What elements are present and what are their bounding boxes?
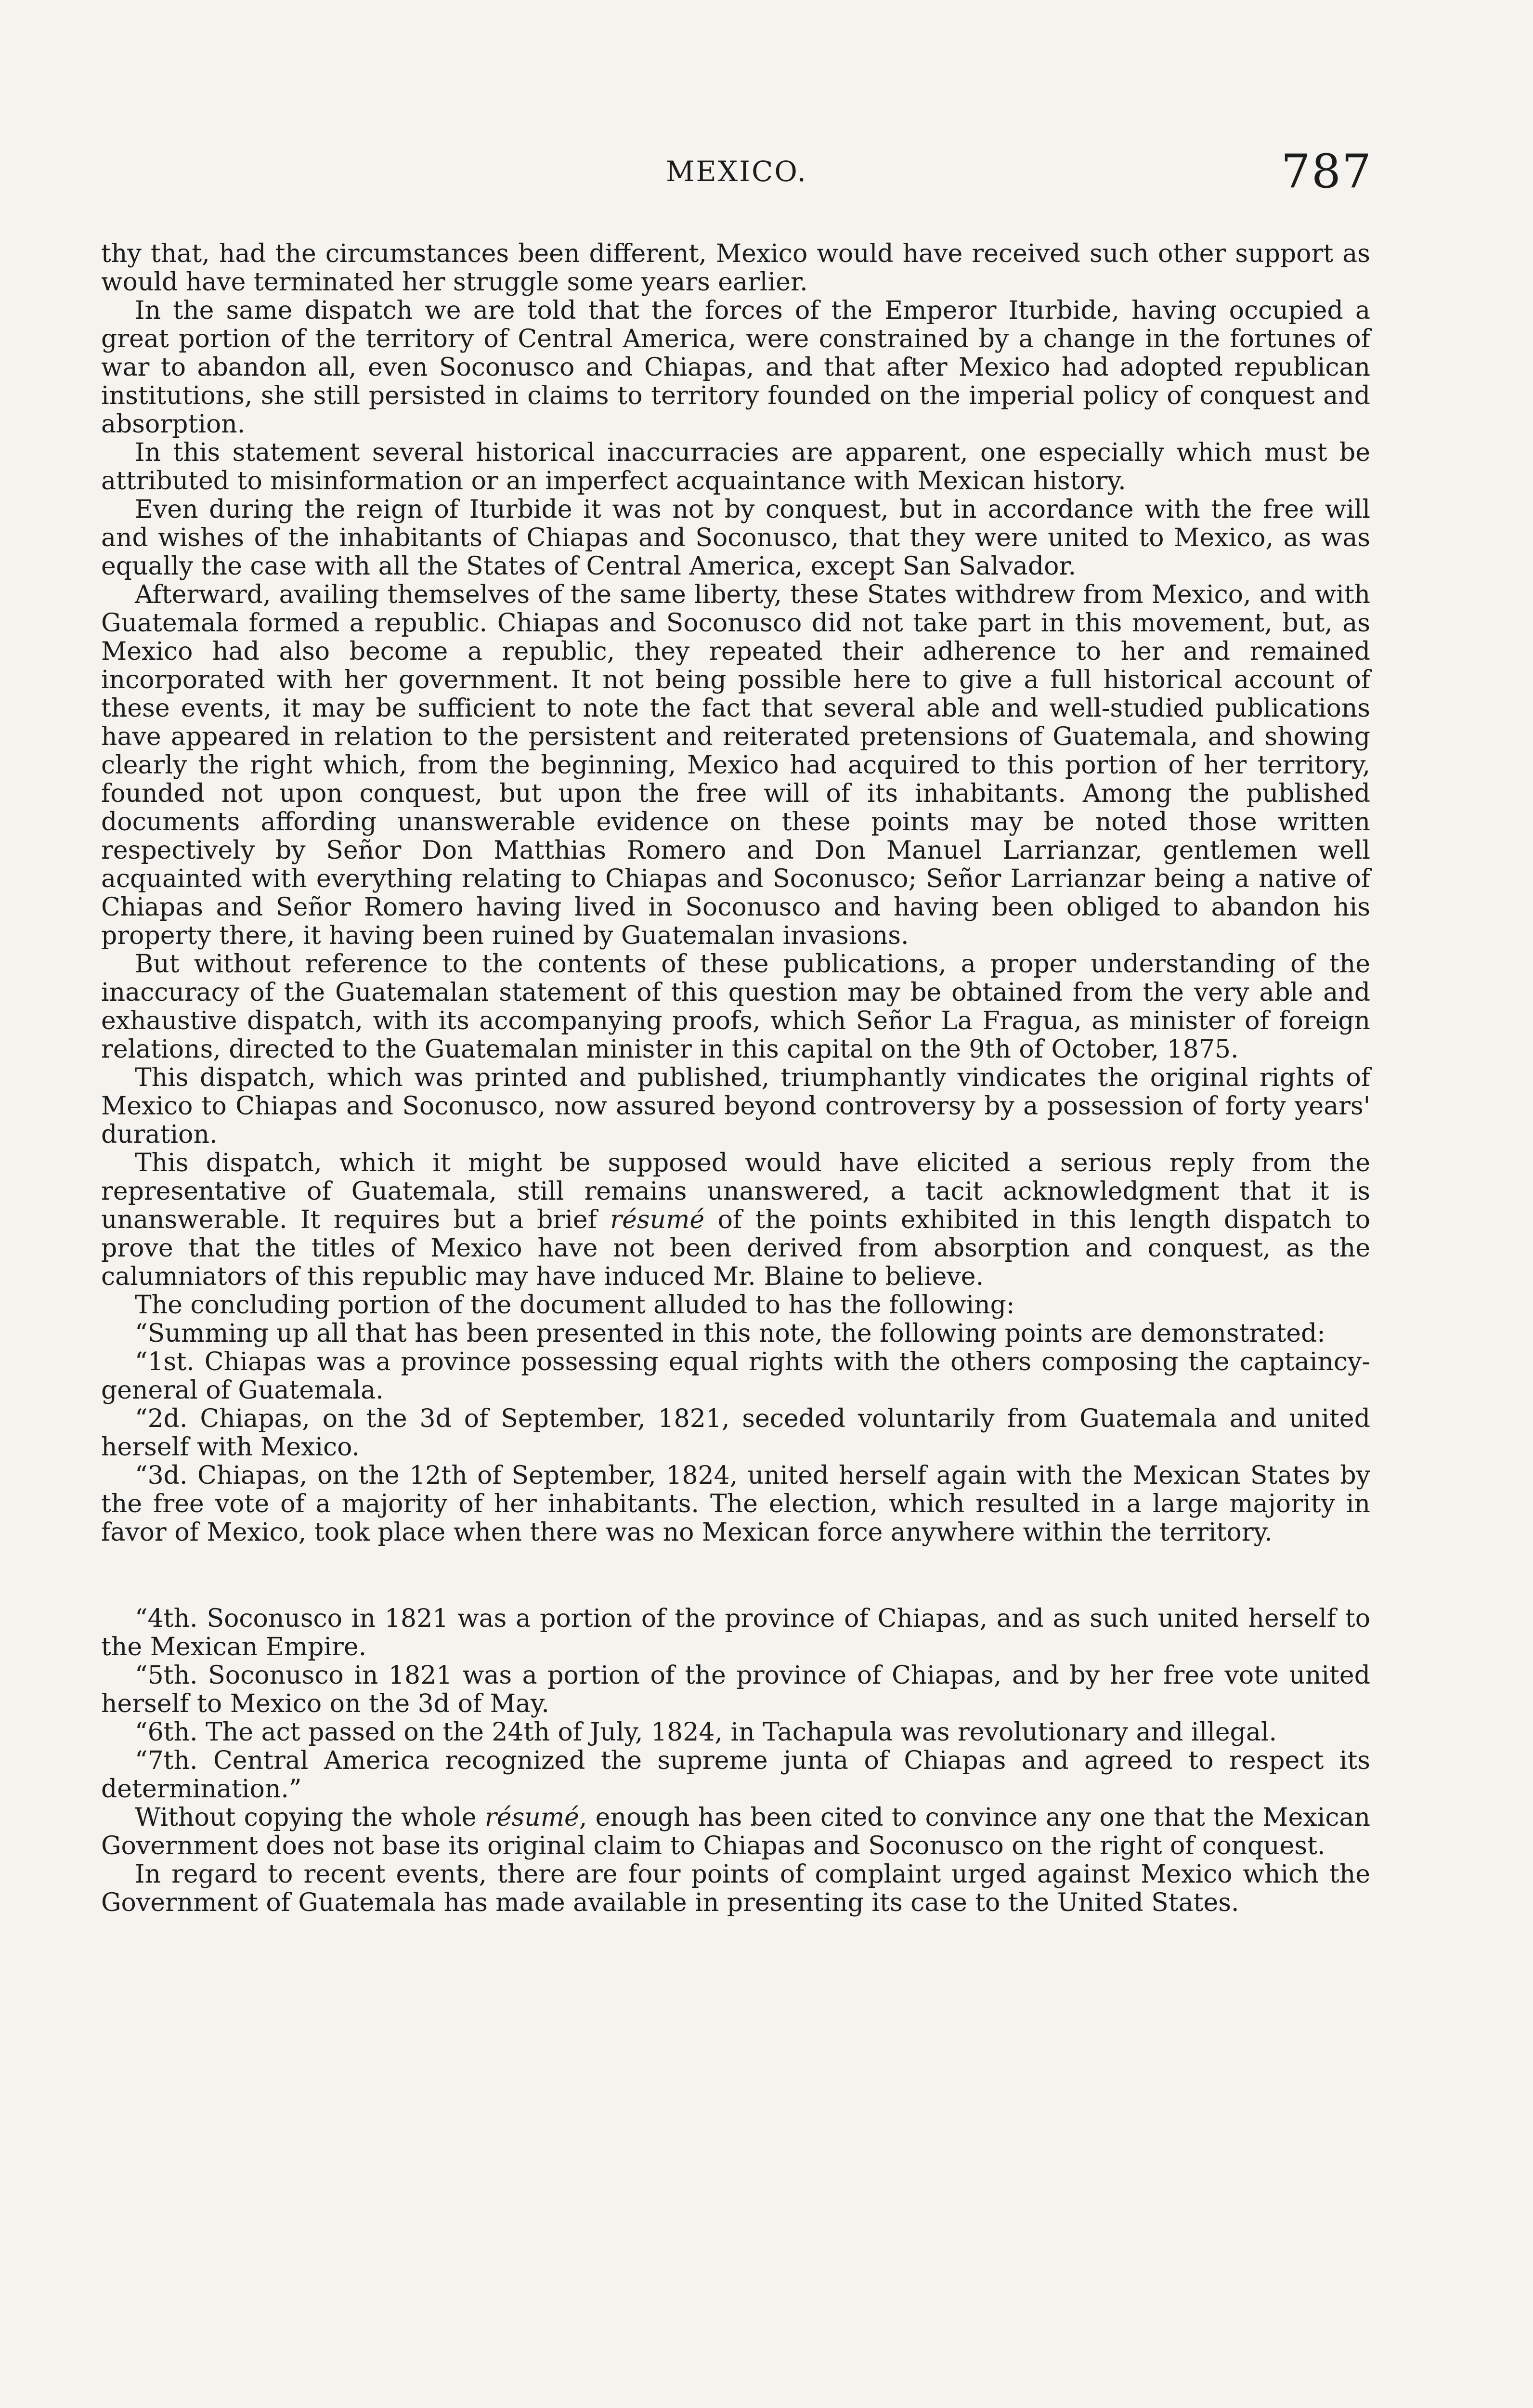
paragraph: The concluding portion of the document alluded to has the following: xyxy=(135,1291,1015,1320)
paragraph: This dispatch, which was printed and published, triumphantly vindicates the original rights of Mexico to Chiapas and Soconusco, now assured beyond controversy by a possession of forty years' duration. xyxy=(101,1063,1370,1149)
quoted-paragraph: “Summing up all that has been presented in this note, the following points are demonstrated: xyxy=(135,1319,1325,1348)
body-text xyxy=(101,240,1370,1917)
paragraph: Without copying the whole résumé, enough has been cited to convince any one that the Mexican Government does not base its original claim to Chiapas and Soconusco on the right of conquest. xyxy=(101,1803,1370,1860)
paragraph: Even during the reign of Iturbide it was not by conquest, but in accordance with the free will and wishes of the inhabitants of Chiapas and Soconusco, that they were united to Mexico, as was equally the case with all the States of Central America, except San Salvador. xyxy=(101,495,1370,581)
paragraph: This dispatch, which it might be supposed would have elicited a serious reply from the representative of Guatemala, still remains unanswered, a tacit acknowledgment that it is unanswerable. It requires but a brief résumé of the points exhibited in this length dispatch to prove that the titles of Mexico have not been derived from absorption and conquest, as the calumniators of this republic may have induced Mr. Blaine to believe. xyxy=(101,1149,1370,1291)
italic-term: résumé xyxy=(484,1803,579,1832)
paragraph: But without reference to the contents of these publications, a proper understanding of the inaccuracy of the Guatemalan statement of this question may be obtained from the very able and exhaustive dispatch, with its accompanying proofs, which Señor La Fragua, as minister of foreign relations, directed to the Guatemalan minister in this capital on the 9th of October, 1875. xyxy=(101,950,1370,1064)
quoted-point-7: “7th. Central America recognized the supreme junta of Chiapas and agreed to respect its determination.” xyxy=(101,1746,1370,1804)
quoted-point-4: “4th. Soconusco in 1821 was a portion of the province of Chiapas, and as such united herself to the Mexican Empire. xyxy=(101,1604,1370,1662)
quoted-point-3: “3d. Chiapas, on the 12th of September, 1824, united herself again with the Mexican States by the free vote of a majority of her inhabitants. The election, which resulted in a large majority in favor of Mexico, took place when there was no Mexican force anywhere within the territory. xyxy=(101,1461,1370,1547)
page-header xyxy=(101,144,1372,202)
paragraph: In the same dispatch we are told that the forces of the Emperor Iturbide, having occupied a great portion of the territory of Central America, were constrained by a change in the fortunes of war to abandon all, even Soconusco and Chiapas, and that after Mexico had adopted republican institutions, she still persisted in claims to territory founded on the imperial policy of conquest and absorption. xyxy=(101,296,1370,439)
paragraph: Afterward, availing themselves of the same liberty, these States withdrew from Mexico, and with Guatemala formed a republic. Chiapas and Soconusco did not take part in this movement, but, as Mexico had also become a republic, they repeated their adherence to her and remained incorporated with her government. It not being possible here to give a full historical account of these events, it may be sufficient to note the fact that several able and well-studied publications have appeared in relation to the persistent and reiterated pretensions of Guatemala, and showing clearly the right which, from the beginning, Mexico had acquired to this portion of her territory, founded not upon conquest, but upon the free will of its inhabitants. Among the published documents affording unanswerable evidence on these points may be noted those written respectively by Señor Don Matthias Romero and Don Manuel Larrianzar, gentlemen well acquainted with everything relating to Chiapas and Soconusco; Señor Larrianzar being a native of Chiapas and Señor Romero having lived in Soconusco and having been obliged to abandon his property there, it having been ruined by Guatemalan invasions. xyxy=(101,580,1370,950)
quoted-point-5: “5th. Soconusco in 1821 was a portion of the province of Chiapas, and by her free vote united herself to Mexico on the 3d of May. xyxy=(101,1661,1370,1718)
quoted-point-6: “6th. The act passed on the 24th of July, 1824, in Tachapula was revolutionary and illegal. xyxy=(135,1718,1277,1747)
quoted-point-1: “1st. Chiapas was a province possessing equal rights with the others composing the captaincy-general of Guatemala. xyxy=(101,1348,1370,1405)
paragraph: In regard to recent events, there are four points of complaint urged against Mexico which the Government of Guatemala has made available in presenting its case to the United States. xyxy=(101,1860,1370,1917)
quoted-point-2: “2d. Chiapas, on the 3d of September, 1821, seceded voluntarily from Guatemala and united herself with Mexico. xyxy=(101,1404,1370,1462)
paragraph: In this statement several historical inaccurracies are apparent, one especially which must be attributed to misinformation or an imperfect acquaintance with Mexican history. xyxy=(101,438,1370,496)
page-number: 787 xyxy=(1281,144,1372,198)
paragraph-continued: thy that, had the circumstances been different, Mexico would have received such other support as would have terminated her struggle some years earlier. xyxy=(101,239,1370,297)
italic-term: résumé xyxy=(610,1205,705,1234)
running-head: MEXICO. xyxy=(666,155,807,188)
